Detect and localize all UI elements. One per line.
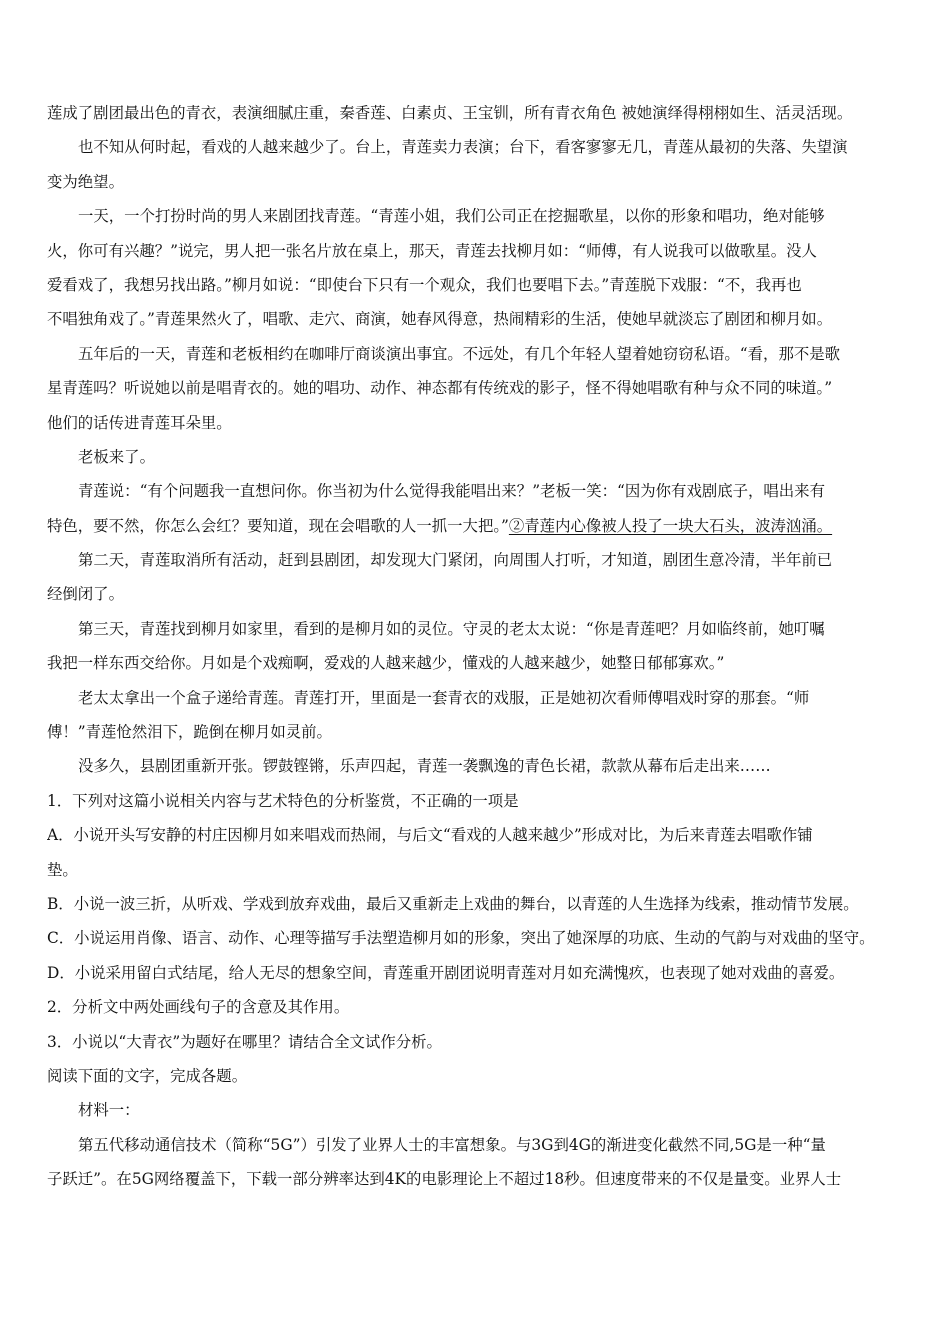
line-text: 傅！”青莲怆然泪下，跪倒在柳月如灵前。	[47, 723, 332, 742]
underlined-sentence: ②青莲内心像被人投了一块大石头，波涛汹涌。	[508, 516, 833, 535]
line-text: 爱看戏了，我想另找出路。”柳月如说：“即使台下只有一个观众，我们也要唱下去。”青莲脱下戏服：“不，我再也	[47, 275, 802, 294]
line-text: 也不知从何时起，看戏的人越来越少了。台上，青莲卖力表演；台下，看客寥寥无几，青莲从最初的失落、失望演	[78, 138, 848, 157]
line-text: 1．下列对这篇小说相关内容与艺术特色的分析鉴赏，不正确的一项是	[47, 791, 519, 810]
text-line	[47, 337, 909, 371]
text-line	[47, 749, 909, 783]
text-line	[47, 646, 909, 680]
line-text: 没多久，县剧团重新开张。锣鼓铿锵，乐声四起，青莲一袭飘逸的青色长裙，款款从幕布后走出来……	[78, 757, 771, 776]
text-line	[47, 130, 909, 164]
text-line	[47, 715, 909, 749]
line-text: 第五代移动通信技术（简称“5G”）引发了业界人士的丰富想象。与3G到4G的渐进变化截然不同,5G是一种“量	[78, 1135, 826, 1154]
line-text: 变为绝望。	[47, 172, 124, 191]
line-text: 青莲说：“有个问题我一直想问你。你当初为什么觉得我能唱出来？”老板一笑：“因为你有戏剧底子，唱出来有	[78, 482, 825, 501]
text-line	[47, 784, 909, 818]
text-line	[47, 577, 909, 611]
line-text: 第三天，青莲找到柳月如家里，看到的是柳月如的灵位。守灵的老太太说：“你是青莲吧？月如临终前，她叮嘱	[78, 619, 825, 638]
line-text: 子跃迁”。在5G网络覆盖下，下载一部分辨率达到4K的电影理论上不超过18秒。但速度带来的不仅是量变。业界人士	[47, 1170, 842, 1189]
text-line	[47, 440, 909, 474]
line-text: 垫。	[47, 860, 78, 879]
line-text: 火，你可有兴趣？”说完，男人把一张名片放在桌上，那天，青莲去找柳月如：“师傅，有人说我可以做歌星。没人	[47, 241, 817, 260]
text-line	[47, 1059, 909, 1093]
text-line	[47, 165, 909, 199]
document-page	[47, 96, 909, 1197]
text-line	[47, 268, 909, 302]
line-text: B．小说一波三折，从听戏、学戏到放弃戏曲，最后又重新走上戏曲的舞台，以青莲的人生选择为线索，推动情节发展。	[47, 894, 859, 913]
text-line	[47, 956, 909, 990]
line-text: 老板来了。	[78, 447, 155, 466]
line-text: 材料一：	[78, 1101, 140, 1120]
text-line	[47, 612, 909, 646]
text-line	[47, 234, 909, 268]
line-text: 3．小说以“大青衣”为题好在哪里？请结合全文试作分析。	[47, 1032, 442, 1051]
text-line	[47, 921, 909, 955]
line-text: 五年后的一天，青莲和老板相约在咖啡厅商谈演出事宜。不远处，有几个年轻人望着她窃窃私语。“看，那不是歌	[78, 344, 841, 363]
line-text: 特色，要不然，你怎么会红？要知道，现在会唱歌的人一抓一大把。”	[47, 516, 509, 535]
text-line	[47, 474, 909, 508]
text-line	[47, 302, 909, 336]
text-line	[47, 1093, 909, 1127]
line-text: 我把一样东西交给你。月如是个戏痴啊，爱戏的人越来越少，懂戏的人越来越少，她整日郁郁寡欢。”	[47, 654, 725, 673]
text-line	[47, 509, 909, 543]
text-line	[47, 681, 909, 715]
text-line	[47, 887, 909, 921]
text-line	[47, 1162, 909, 1196]
text-line	[47, 1128, 909, 1162]
line-text: 一天，一个打扮时尚的男人来剧团找青莲。“青莲小姐，我们公司正在挖掘歌星，以你的形象和唱功，绝对能够	[78, 207, 825, 226]
text-line	[47, 371, 909, 405]
line-text: 阅读下面的文字，完成各题。	[47, 1066, 248, 1085]
text-line	[47, 990, 909, 1024]
line-text: 不唱独角戏了。”青莲果然火了，唱歌、走穴、商演，她春风得意，热闹精彩的生活，使她早就淡忘了剧团和柳月如。	[47, 310, 833, 329]
line-text: A．小说开头写安静的村庄因柳月如来唱戏而热闹，与后文“看戏的人越来越少”形成对比，为后来青莲去唱歌作铺	[47, 826, 813, 845]
line-text: 他们的话传进青莲耳朵里。	[47, 413, 232, 432]
line-text: 2．分析文中两处画线句子的含意及其作用。	[47, 998, 350, 1017]
text-line	[47, 543, 909, 577]
text-line	[47, 96, 909, 130]
line-text: C．小说运用肖像、语言、动作、心理等描写手法塑造柳月如的形象，突出了她深厚的功底、生动的气韵与对戏曲的坚守。	[47, 929, 875, 948]
text-line	[47, 1025, 909, 1059]
text-line	[47, 406, 909, 440]
line-text: 第二天，青莲取消所有活动，赶到县剧团，却发现大门紧闭，向周围人打听，才知道，剧团生意冷清，半年前已	[78, 551, 833, 570]
line-text: 星青莲吗？听说她以前是唱青衣的。她的唱功、动作、神态都有传统戏的影子，怪不得她唱歌有种与众不同的味道。”	[47, 379, 833, 398]
line-text: 老太太拿出一个盒子递给青莲。青莲打开，里面是一套青衣的戏服，正是她初次看师傅唱戏时穿的那套。“师	[78, 688, 810, 707]
line-text: D．小说采用留白式结尾，给人无尽的想象空间，青莲重开剧团说明青莲对月如充满愧疚，也表现了她对戏曲的喜爱。	[47, 963, 845, 982]
text-line	[47, 853, 909, 887]
line-text: 经倒闭了。	[47, 585, 124, 604]
line-text: 莲成了剧团最出色的青衣，表演细腻庄重，秦香莲、白素贞、王宝钏，所有青衣角色 被她演绎得栩栩如生、活灵活现。	[47, 104, 853, 122]
text-line	[47, 818, 909, 852]
text-line	[47, 199, 909, 233]
